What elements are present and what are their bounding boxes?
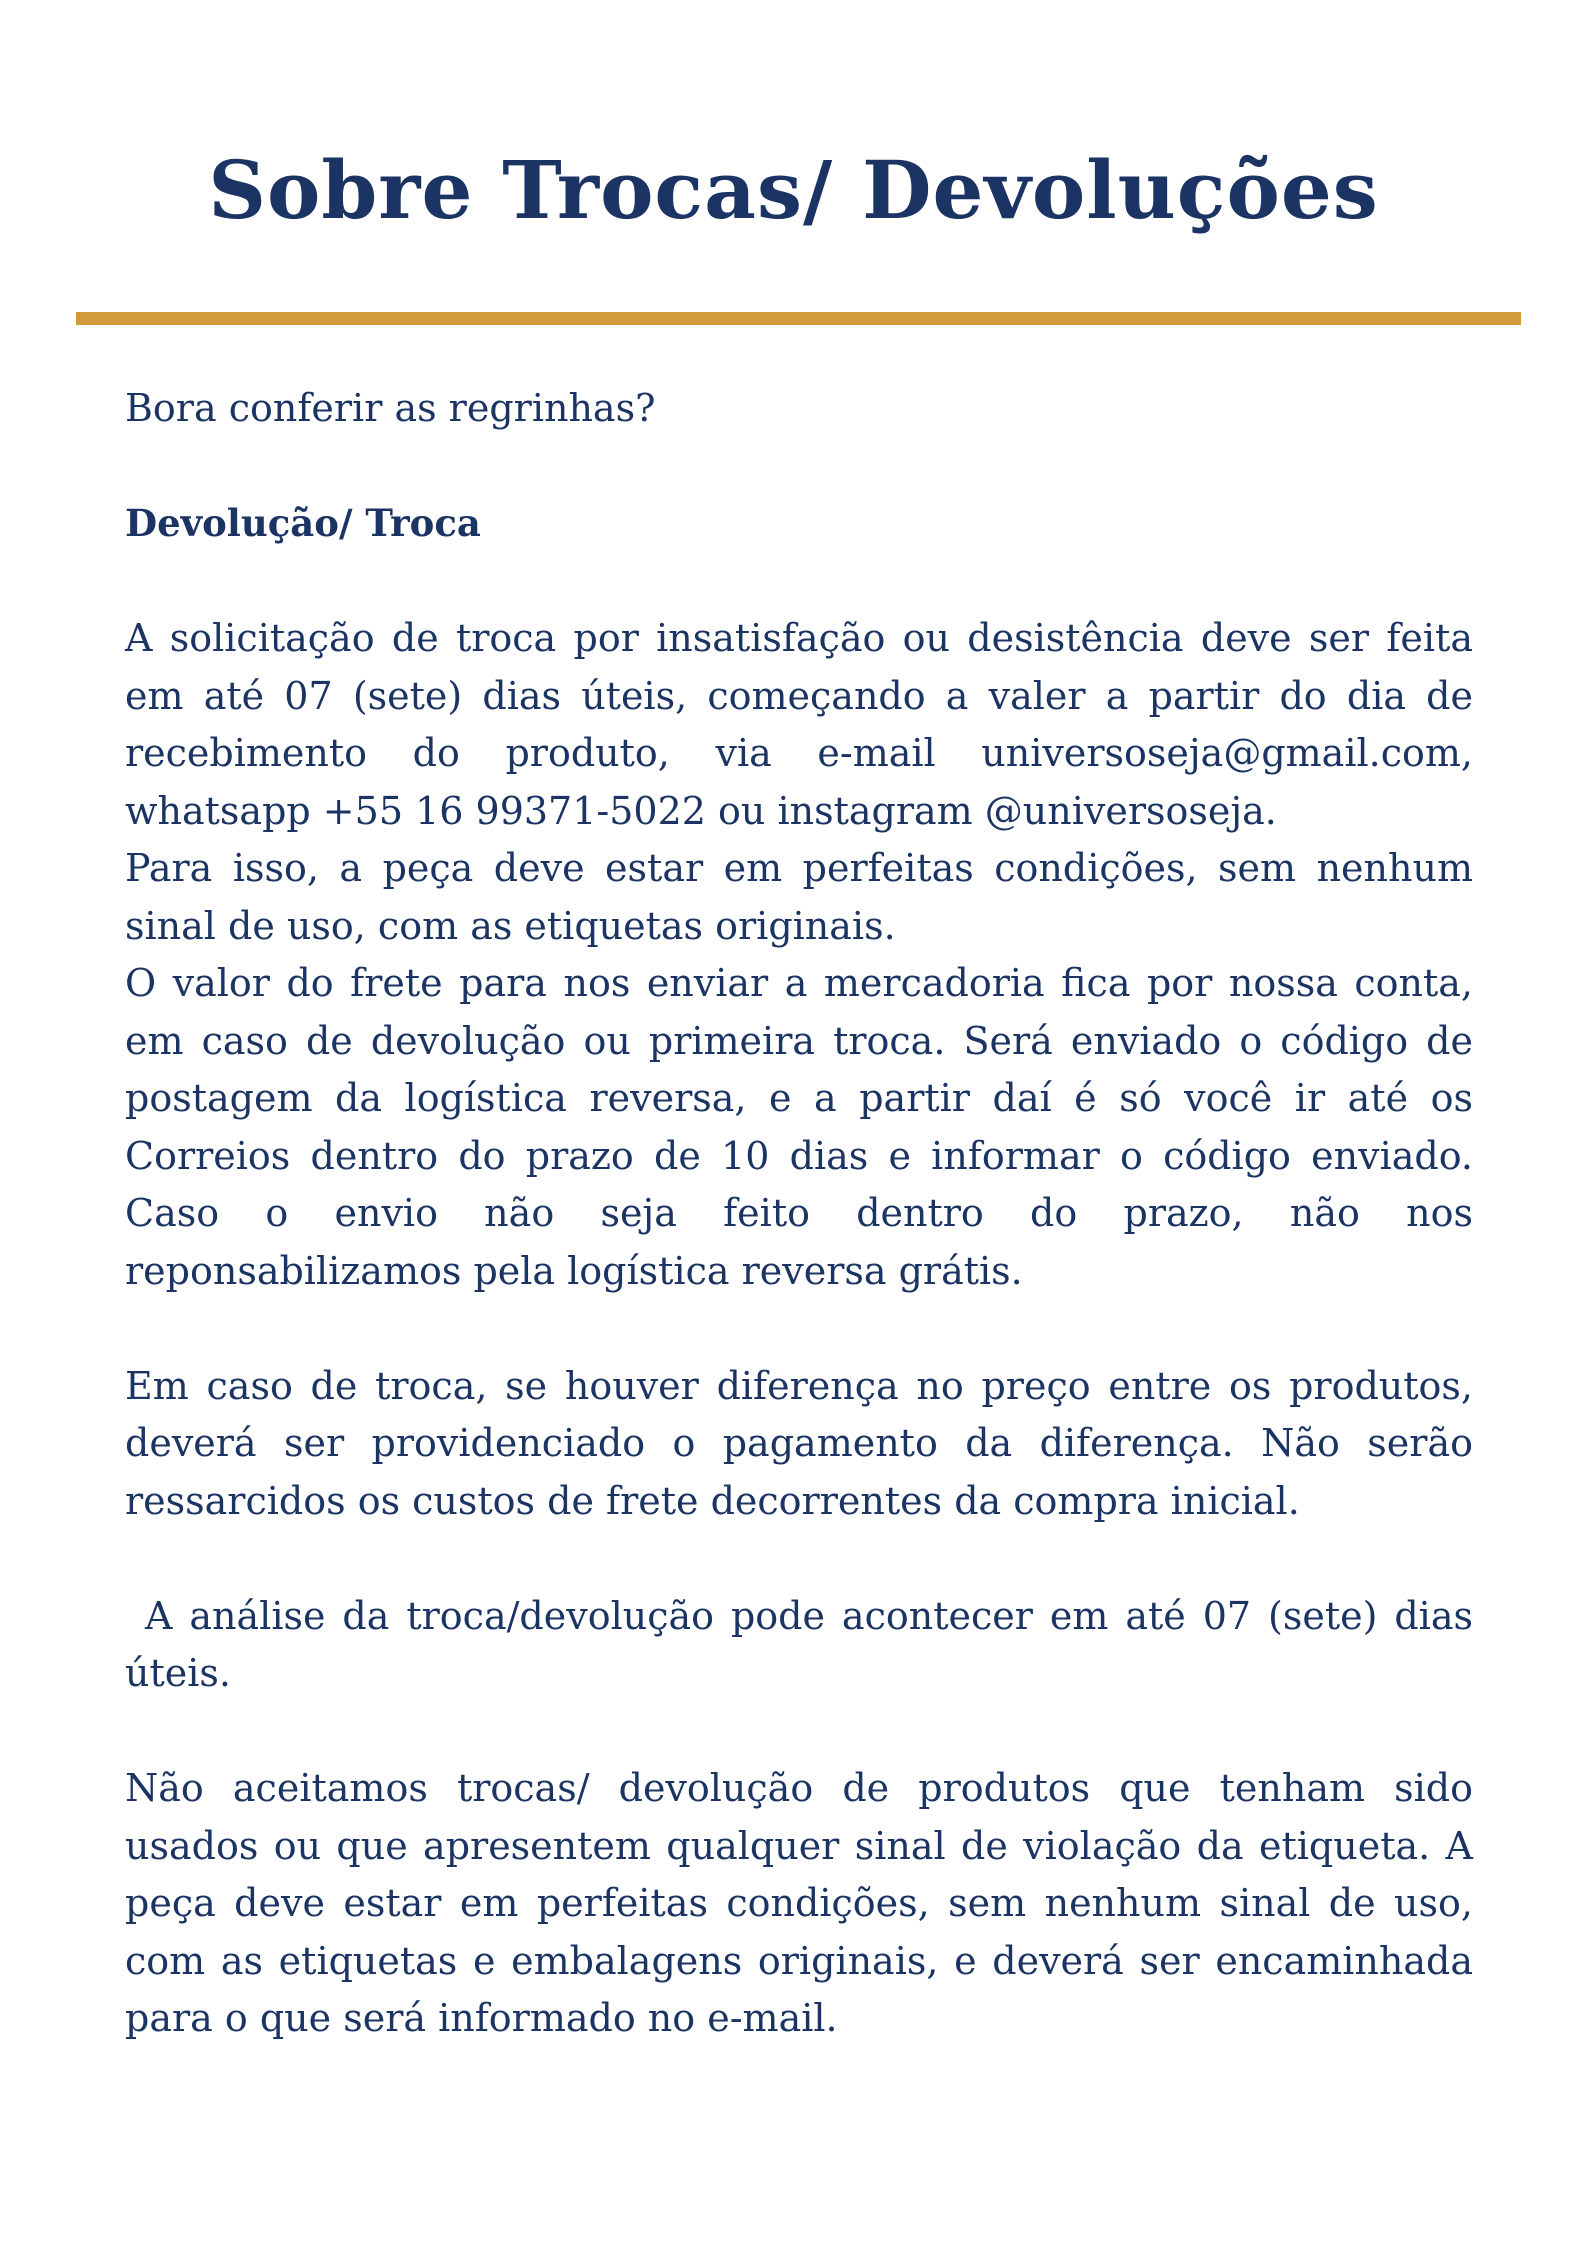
paragraph-not-accepted: Não aceitamos trocas/ devolução de produtos que tenham sido usados ou que apresentem qualquer sinal de violação da etiqueta. A peça deve estar em perfeitas condições, sem nenhum sinal de uso, com as etiquetas e embalagens originais, e deverá ser encaminhada para o que será informado no e-mail.: [125, 1766, 1473, 2040]
intro-text: Bora conferir as regrinhas?: [125, 386, 656, 430]
paragraph-shipping: O valor do frete para nos enviar a mercadoria fica por nossa conta, em caso de devolução ou primeira troca. Será enviado o código de postagem da logística reversa, e a partir daí é só você ir até os Correios dentro do prazo de 10 dias e informar o código enviado. Caso o envio não seja feito dentro do prazo, não nos reponsabilizamos pela logística reversa grátis.: [125, 961, 1473, 1293]
section-title: Devolução/ Troca: [125, 501, 481, 545]
document-body: [125, 380, 1473, 2048]
paragraph-analysis: A análise da troca/devolução pode acontecer em até 07 (sete) dias úteis.: [125, 1593, 1473, 1695]
paragraph-condition: Para isso, a peça deve estar em perfeitas condições, sem nenhum sinal de uso, com as etiquetas originais.: [125, 846, 1473, 948]
title-divider: [76, 312, 1521, 325]
page-title: Sobre Trocas/ Devoluções: [208, 143, 1379, 237]
paragraph-request-deadline: A solicitação de troca por insatisfação ou desistência deve ser feita em até 07 (sete) dias úteis, começando a valer a partir do dia de recebimento do produto, via e-mail universoseja@gmail.com, whatsapp +55 16 99371-5022 ou instagram @universoseja.: [125, 616, 1473, 833]
paragraph-price-difference: Em caso de troca, se houver diferença no preço entre os produtos, deverá ser providenciado o pagamento da diferença. Não serão ressarcidos os custos de frete decorrentes da compra inicial.: [125, 1363, 1473, 1523]
